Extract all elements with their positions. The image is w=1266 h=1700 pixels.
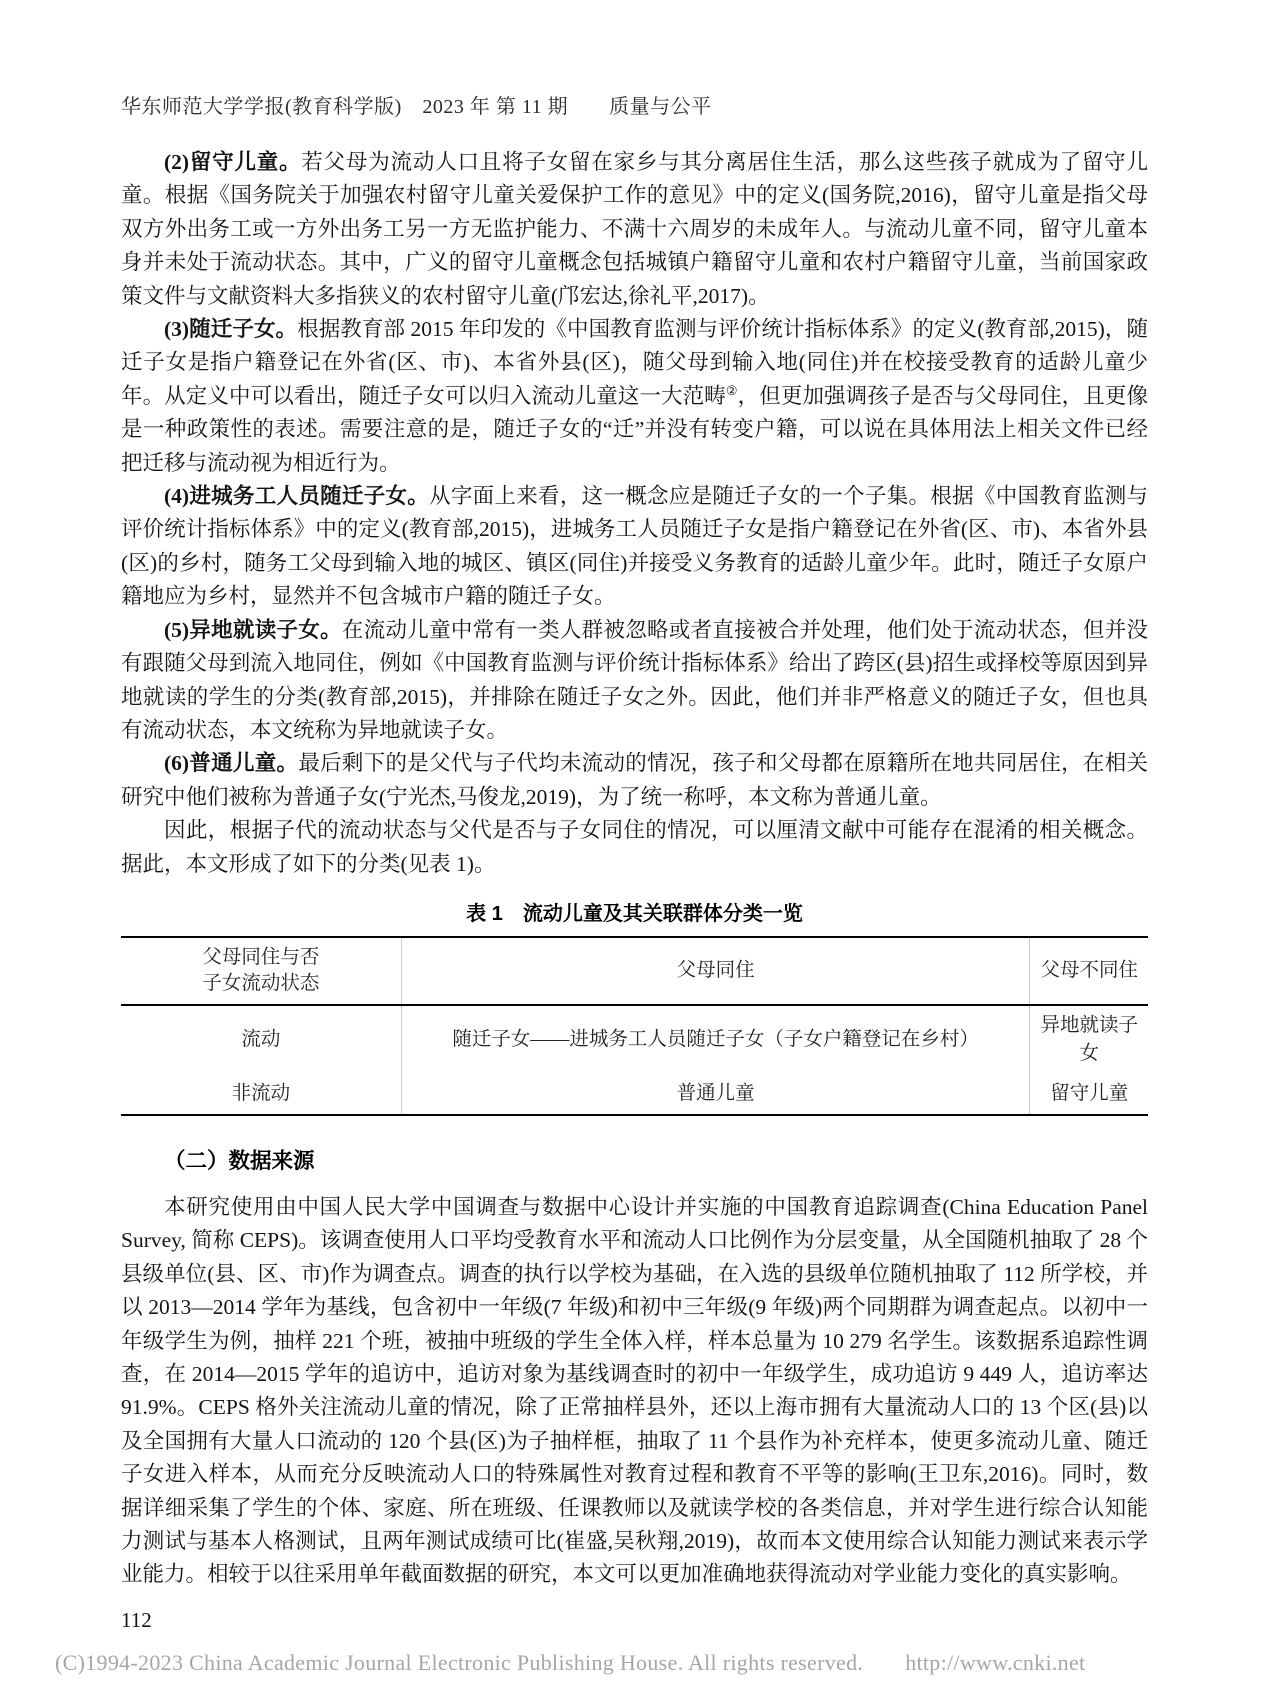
- paragraph-text: ，但更加强调孩子是否与父母同住，且更像是一种政策性的表述。需要注意的是，随迁子女的“迁”并没有转变户籍，可以说在具体用法上相关文件已经把迁移与流动视为相近行为。: [121, 383, 1148, 475]
- journal-header: 华东师范大学学报(教育科学版) 2023 年 第 11 期 质量与公平: [121, 96, 712, 118]
- paragraph-migrant-children: [121, 313, 1148, 480]
- article-body: [121, 146, 1148, 1633]
- section-heading-data-source: （二）数据来源: [164, 1148, 315, 1173]
- footnote-marker: ②: [725, 382, 738, 398]
- paragraph-text: 最后剩下的是父代与子代均未流动的情况，孩子和父母都在原籍所在地共同居住，在相关研究中他们被称为普通子女(宁光杰,马俊龙,2019)，为了统一称呼，本文称为普通儿童。: [121, 751, 1148, 809]
- paragraph-left-behind-children: [121, 146, 1148, 313]
- classification-table: [121, 936, 1148, 1116]
- paragraph-classification-summary: [121, 814, 1148, 881]
- copyright-footer: [55, 1650, 1085, 1676]
- paragraph-nonlocal-students: [121, 614, 1148, 748]
- table-header-axis-cell: [121, 937, 401, 1005]
- paragraph-text: 在流动儿童中常有一类人群被忽略或者直接被合并处理，他们处于流动状态，但并没有跟随父母到流入地同住，例如《中国教育监测与评价统计指标体系》给出了跨区(县)招生或择校等原因到异地就读的学生的分类(教育部,2015)，并排除在随迁子女之外。因此，他们并非严格意义的随迁子女，但也具有流动状态，本文统称为异地就读子女。: [121, 617, 1148, 742]
- paragraph-ordinary-children: [121, 747, 1148, 814]
- footer-url: http://www.cnki.net: [905, 1650, 1086, 1675]
- table-cell: 非流动: [121, 1068, 401, 1115]
- paragraph-text: 从字面上来看，这一概念应是随迁子女的一个子集。根据《中国教育监测与评价统计指标体系》中的定义(教育部,2015)，进城务工人员随迁子女是指户籍登记在外省(区、市)、本省外县(区)的乡村，随务工父母到输入地的城区、镇区(同住)并接受义务教育的适龄儿童少年。此时，随迁子女原户籍地应为乡村，显然并不包含城市户籍的随迁子女。: [121, 484, 1148, 609]
- table-cell: 留守儿童: [1030, 1068, 1148, 1115]
- table-row-non-mobile: [121, 1068, 1148, 1115]
- table-cell: 异地就读子女: [1030, 1005, 1148, 1068]
- table-header-living-together: 父母同住: [676, 959, 755, 981]
- table-cell: 流动: [121, 1005, 401, 1068]
- table-cell: 随迁子女——进城务工人员随迁子女（子女户籍登记在乡村）: [452, 1028, 979, 1050]
- paragraph-lead: (3)随迁子女。: [164, 317, 298, 342]
- paragraph-text: 因此，根据子代的流动状态与父代是否与子女同住的情况，可以厘清文献中可能存在混淆的相关概念。据此，本文形成了如下的分类(见表 1)。: [121, 818, 1148, 876]
- header-line-cohabitation: 父母同住与否: [202, 946, 320, 968]
- paragraph-text: 若父母为流动人口且将子女留在家乡与其分离居住生活，那么这些孩子就成为了留守儿童。根据《国务院关于加强农村留守儿童关爱保护工作的意见》中的定义(国务院,2016)，留守儿童是指父母双方外出务工或一方外出务工另一方无监护能力、不满十六周岁的未成年人。与流动儿童不同，留守儿童本身并未处于流动状态。其中，广义的留守儿童概念包括城镇户籍留守儿童和农村户籍留守儿童，当前国家政策文件与文献资料大多指狭义的农村留守儿童(邝宏达,徐礼平,2017)。: [121, 150, 1148, 308]
- table-header-row: [121, 937, 1148, 1005]
- paragraph-lead: (6)普通儿童。: [164, 751, 299, 776]
- paragraph-lead: (2)留守儿童。: [164, 150, 302, 174]
- paragraph-data-source: [121, 1191, 1148, 1592]
- paragraph-lead: (4)进城务工人员随迁子女。: [164, 484, 430, 509]
- copyright-text: (C)1994-2023 China Academic Journal Electronic Publishing House. All rights reserved.: [55, 1650, 864, 1675]
- table-cell: 普通儿童: [676, 1082, 755, 1104]
- paragraph-text: 本研究使用由中国人民大学中国调查与数据中心设计并实施的中国教育追踪调查(China Education Panel Survey, 简称 CEPS)。该调查使用人口平均受教育水平和流动人口比例作为分层变量，从全国随机抽取了 28 个县级单位(县、区、市)作为调查点。调查的执行以学校为基础，在入选的县级单位随机抽取了 112 所学校，并以 2013—2014 学年为基线，包含初中一年级(7 年级)和初中三年级(9 年级)两个同期群为调查起点。以初中一年级学生为例，抽样 221 个班，被抽中班级的学生全体入样，样本总量为 10 279 名学生。该数据系追踪性调查，在 2014—2015 学年的追访中，追访对象为基线调查时的初中一年级学生，成功追访 9 449 人，追访率达 91.9%。CEPS 格外关注流动儿童的情况，除了正常抽样县外，还以上海市拥有大量流动人口的 13 个区(县)以及全国拥有大量人口流动的 120 个县(区)为子抽样框，抽取了 11 个县作为补充样本，使更多流动儿童、随迁子女进入样本，从而充分反映流动人口的特殊属性对教育过程和教育不平等的影响(王卫东,2016)。同时，数据详细采集了学生的个体、家庭、所在班级、任课教师以及就读学校的各类信息，并对学生进行综合认知能力测试与基本人格测试，且两年测试成绩可比(崔盛,吴秋翔,2019)，故而本文使用综合认知能力测试来表示学业能力。相较于以往采用单年截面数据的研究，本文可以更加准确地获得流动对学业能力变化的真实影响。: [121, 1194, 1148, 1587]
- page-number: 112: [121, 1607, 152, 1632]
- paragraph-migrant-worker-children: [121, 480, 1148, 614]
- table-header-not-living-together: 父母不同住: [1030, 937, 1148, 1005]
- table-1-title: 表 1 流动儿童及其关联群体分类一览: [466, 902, 803, 925]
- table-1-block: [121, 897, 1148, 1116]
- paragraph-lead: (5)异地就读子女。: [164, 617, 342, 642]
- header-line-mobility: 子女流动状态: [202, 972, 320, 994]
- table-row-mobile: [121, 1005, 1148, 1068]
- paragraph-text: 根据教育部 2015 年印发的《中国教育监测与评价统计指标体系》的定义(教育部,2015)，随迁子女是指户籍登记在外省(区、市)、本省外县(区)，随父母到输入地(同住)并在校接受教育的适龄儿童少年。从定义中可以看出，随迁子女可以归入流动儿童这一大范畴: [121, 317, 1148, 408]
